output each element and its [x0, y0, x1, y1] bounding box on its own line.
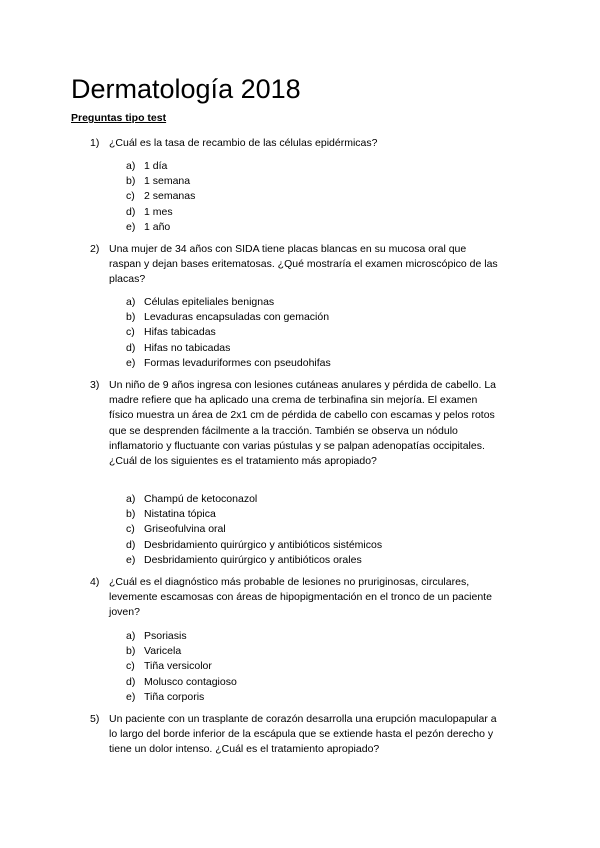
option-letter: e) [126, 553, 136, 566]
option-item [126, 644, 506, 659]
option-letter: a) [126, 160, 136, 172]
option-item [126, 189, 506, 204]
option-item [126, 553, 506, 568]
option-letter: a) [126, 493, 136, 505]
option-text: Desbridamiento quirúrgico y antibióticos sistémicos [144, 538, 383, 551]
question-number: 4) [90, 576, 100, 588]
question-text: ¿Cuál es la tasa de recambio de las células epidérmicas? [109, 137, 378, 149]
option-text: 2 semanas [144, 190, 196, 203]
option-text: Desbridamiento quirúrgico y antibióticos orales [144, 553, 362, 566]
option-letter: b) [126, 508, 136, 521]
option-letter: e) [126, 220, 136, 233]
option-item [126, 356, 506, 371]
option-text: Varicela [144, 645, 182, 658]
option-text: 1 año [144, 220, 171, 233]
options-list-2 [126, 295, 506, 371]
option-letter: c) [126, 523, 135, 536]
question-text: Un niño de 9 años ingresa con lesiones cutáneas anulares y pérdida de cabello. La madre refiere que ha aplicado una crema de terbinafina sin mejoría. El examen físico muestra un área de 2x1 cm de pérdida de cabello con escamas y pelos rotos que se desprenden fácilmente a la tracción. También se observa un nódulo inflamatorio y fluctuante con varias pústulas y se palpan adenopatías occipitales. ¿Cuál de los siguientes es el tratamiento más apropiado? [109, 379, 497, 468]
options-list-1 [126, 159, 506, 235]
section-heading: Preguntas tipo test [71, 112, 167, 124]
option-item [126, 174, 506, 189]
option-text: Griseofulvina oral [144, 523, 226, 536]
question-3 [90, 378, 500, 469]
options-list-3 [126, 492, 506, 568]
options-list-4 [126, 629, 506, 705]
option-letter: d) [126, 341, 136, 354]
option-letter: b) [126, 311, 136, 324]
option-letter: a) [126, 630, 136, 642]
option-text: Levaduras encapsuladas con gemación [144, 311, 330, 324]
option-letter: d) [126, 205, 136, 218]
option-item [126, 325, 506, 340]
option-text: 1 mes [144, 205, 173, 218]
option-text: Molusco contagioso [144, 675, 237, 688]
question-text: ¿Cuál es el diagnóstico más probable de lesiones no pruriginosas, circulares, levemente escamosas con áreas de hipopigmentación en el tronco de un paciente joven? [109, 576, 492, 619]
option-item [126, 629, 506, 644]
option-text: Tiña versicolor [144, 660, 212, 673]
option-text: Champú de ketoconazol [144, 493, 258, 505]
question-4 [90, 575, 500, 621]
question-number: 1) [90, 137, 100, 149]
option-letter: c) [126, 190, 135, 203]
option-text: Formas levaduriformes con pseudohifas [144, 356, 331, 369]
question-number: 2) [90, 243, 100, 255]
option-letter: e) [126, 356, 136, 369]
option-item [126, 492, 506, 507]
option-text: 1 semana [144, 175, 191, 188]
option-item [126, 205, 506, 220]
option-letter: c) [126, 326, 135, 339]
option-text: Células epiteliales benignas [144, 296, 275, 308]
option-item [126, 659, 506, 674]
option-letter: d) [126, 538, 136, 551]
option-letter: d) [126, 675, 136, 688]
option-text: Hifas tabicadas [144, 326, 216, 339]
question-1 [90, 136, 500, 151]
option-letter: a) [126, 296, 136, 308]
option-text: Nistatina tópica [144, 508, 216, 521]
option-item [126, 507, 506, 522]
option-text: Psoriasis [144, 630, 187, 642]
option-item [126, 220, 506, 235]
option-item [126, 295, 506, 310]
option-letter: b) [126, 175, 136, 188]
option-item [126, 675, 506, 690]
option-item [126, 341, 506, 356]
option-item [126, 522, 506, 537]
option-letter: e) [126, 690, 136, 703]
question-2 [90, 242, 500, 288]
option-item [126, 538, 506, 553]
question-text: Un paciente con un trasplante de corazón desarrolla una erupción maculopapular a lo largo del borde inferior de la escápula que se extiende hasta el pezón derecho y tiene un dolor intenso. ¿Cuál es el tratamiento apropiado? [109, 713, 497, 756]
document-title: Dermatología 2018 [71, 74, 301, 104]
option-text: Hifas no tabicadas [144, 341, 231, 354]
option-text: Tiña corporis [144, 690, 205, 703]
question-5 [90, 712, 500, 758]
option-text: 1 día [144, 160, 168, 172]
question-text: Una mujer de 34 años con SIDA tiene placas blancas en su mucosa oral que raspan y dejan bases eritematosas. ¿Qué mostraría el examen microscópico de las placas? [109, 243, 498, 286]
option-item [126, 690, 506, 705]
question-number: 3) [90, 379, 100, 391]
option-item [126, 310, 506, 325]
option-item [126, 159, 506, 174]
option-letter: c) [126, 660, 135, 673]
question-number: 5) [90, 713, 100, 725]
option-letter: b) [126, 645, 136, 658]
